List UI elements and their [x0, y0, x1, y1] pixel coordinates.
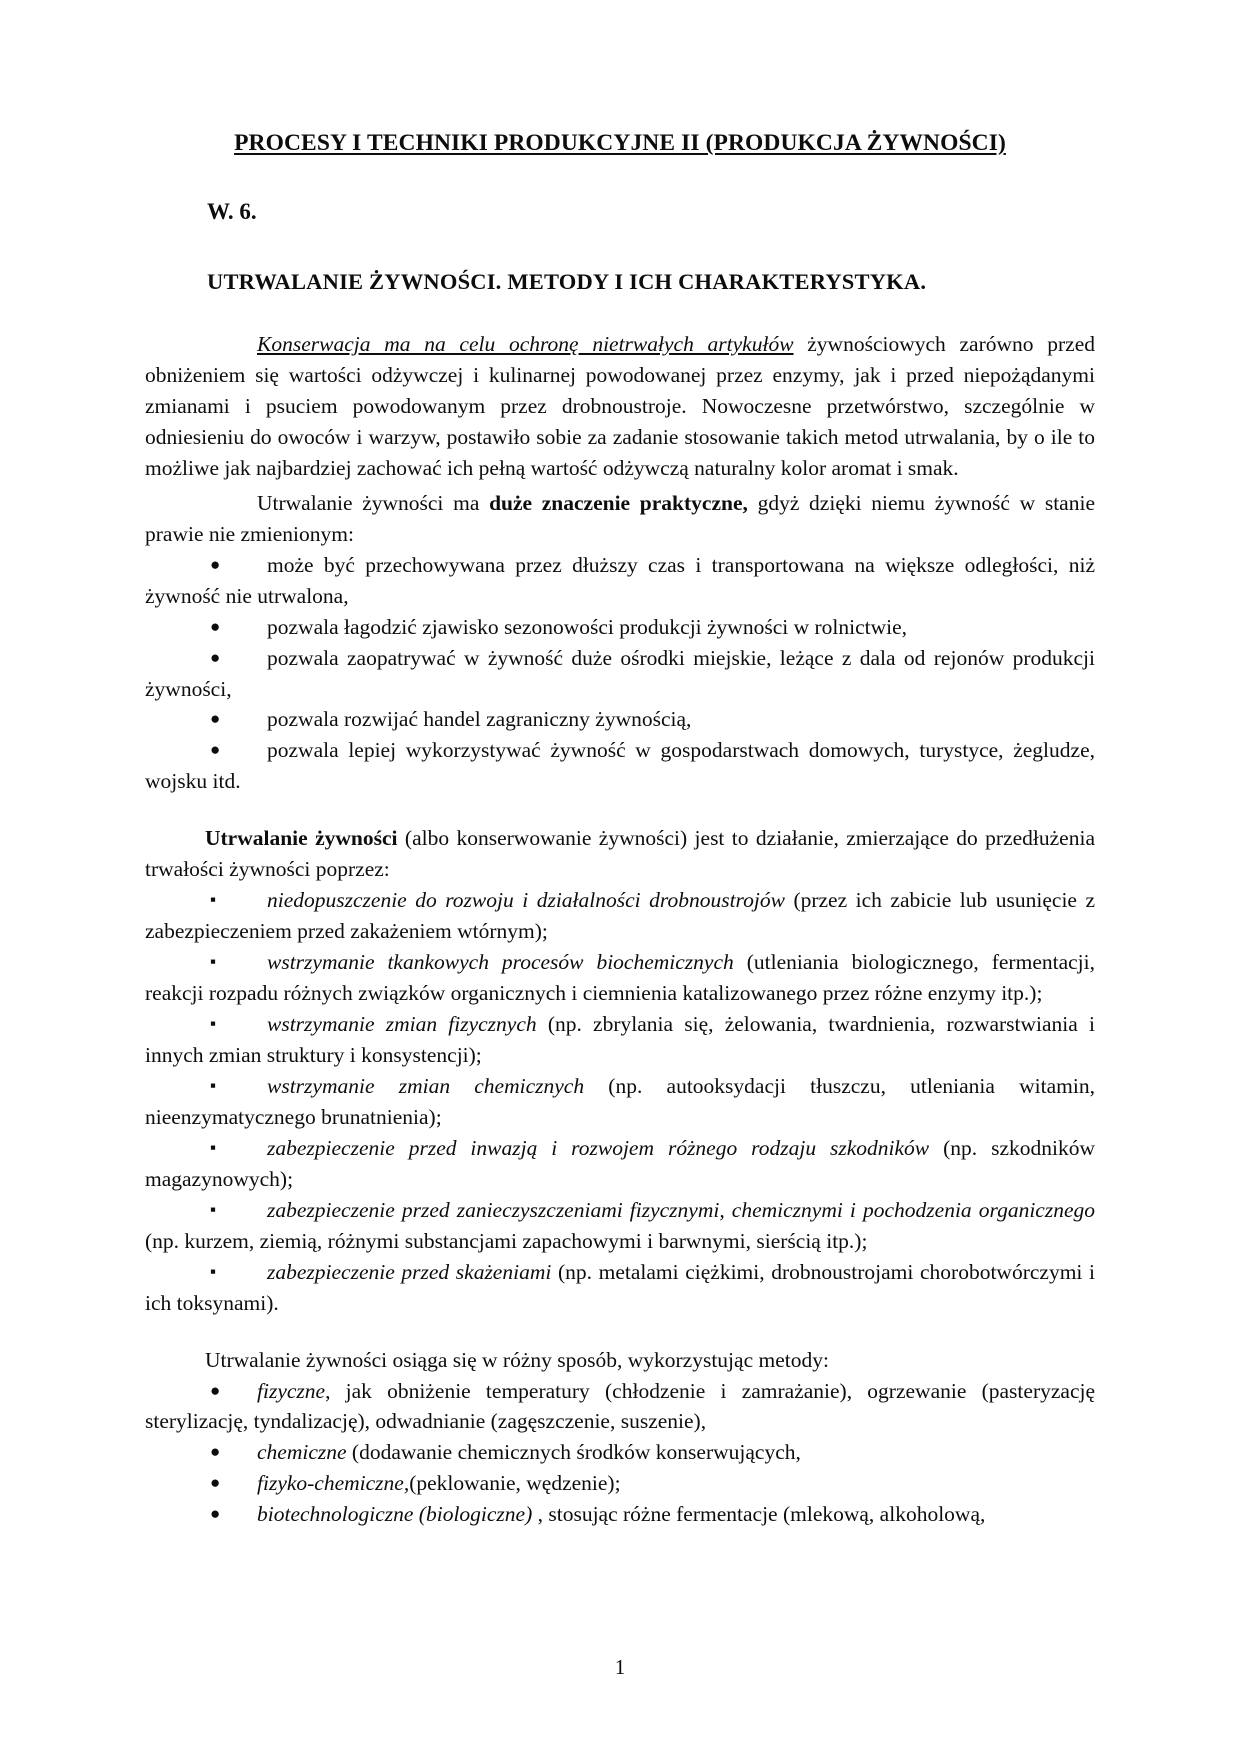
lecture-number: W. 6.: [207, 199, 257, 225]
list-item: [145, 1376, 1095, 1438]
intro-body-text: żywnościowych zarówno przed obniżeniem się wartości odżywczej i kulinarnej powodowanej przez enzymy, jak i przed niepożądanymi zmianami i psuciem powodowanym przez drobnoustroje. Nowoczesne przetwórstwo, szczególnie w odniesieniu do owoców i warzyw, postawiło sobie za zadanie stosowanie takich metod utrwalania, by o ile to możliwe jak najbardziej zachować ich pełną wartość odżywczą naturalny kolor aromat i smak.: [145, 332, 1095, 480]
bullet-dot-icon: ●: [210, 709, 221, 729]
list-item-emphasis: wstrzymanie zmian chemicznych: [267, 1073, 585, 1098]
list-item-text: (np. autooksydacji tłuszczu, utleniania witamin, nieenzymatycznego brunatnienia);: [145, 1073, 1095, 1129]
bullet-square-icon: ▪: [210, 890, 217, 910]
list-item-emphasis: fizyczne: [257, 1378, 326, 1403]
list-item: [145, 550, 1095, 612]
section-title: UTRWALANIE ŻYWNOŚCI. METODY I ICH CHARAKTERYSTYKA.: [207, 269, 927, 295]
bullet-dot-icon: ●: [210, 1504, 221, 1524]
bullet-dot-icon: ●: [210, 616, 221, 636]
list-item-emphasis: fizyko-chemiczne,: [257, 1471, 410, 1496]
list-item-text: , stosując różne fermentacje (mlekową, alkoholową,: [532, 1502, 986, 1527]
list-item-text: (np. kurzem, ziemią, różnymi substancjami zapachowymi i barwnymi, sierścią itp.);: [145, 1228, 868, 1253]
list-item-emphasis: zabezpieczenie przed skażeniami: [267, 1259, 552, 1284]
definition-bold-term: Utrwalanie żywności: [205, 826, 398, 851]
list-item: [145, 1009, 1095, 1071]
page-number: 1: [614, 1655, 626, 1679]
bullet-square-icon: ▪: [210, 1261, 217, 1281]
list-item: [145, 643, 1095, 705]
list-item-text: (dodawanie chemicznych środków konserwujących,: [346, 1440, 801, 1465]
list-item-text: pozwala lepiej wykorzystywać żywność w gospodarstwach domowych, turystyce, żegludze, wojsku itd.: [145, 738, 1095, 794]
practical-intro-paragraph: [145, 488, 1095, 550]
bullet-square-icon: ▪: [210, 1199, 217, 1219]
list-item-emphasis: biotechnologiczne (biologiczne): [257, 1502, 533, 1527]
list-item-text: pozwala zaopatrywać w żywność duże ośrodki miejskie, leżące z dala od rejonów produkcji żywności,: [145, 645, 1095, 701]
bullet-dot-icon: ●: [210, 1442, 221, 1462]
definition-paragraph: [145, 823, 1095, 885]
practical-bold-phrase: duże znaczenie praktyczne,: [489, 490, 748, 515]
document-title: PROCESY I TECHNIKI PRODUKCYJNE II (PRODUKCJA ŻYWNOŚCI): [234, 130, 1006, 156]
bullet-dot-icon: ●: [210, 740, 221, 760]
list-item: [145, 1468, 1095, 1499]
list-item: [145, 1195, 1095, 1257]
list-item-emphasis: niedopuszczenie do rozwoju i działalności drobnoustrojów: [267, 888, 785, 913]
bullet-dot-icon: ●: [210, 1380, 221, 1400]
list-item-text: (np. metalami ciężkimi, drobnoustrojami chorobotwórczymi i ich toksynami).: [145, 1259, 1095, 1315]
intro-paragraph: [145, 329, 1095, 484]
bullet-square-icon: ▪: [210, 952, 217, 972]
list-item-text: (np. zbrylania się, żelowania, twardnienia, rozwarstwiania i innych zmian struktury i konsystencji);: [145, 1012, 1095, 1067]
list-item-text: pozwala łagodzić zjawisko sezonowości produkcji żywności w rolnictwie,: [267, 614, 908, 639]
practical-before-bold: Utrwalanie żywności ma: [257, 490, 490, 515]
bullet-dot-icon: ●: [210, 647, 221, 667]
bullet-square-icon: ▪: [210, 1137, 217, 1157]
definition-body-text: (albo konserwowanie żywności) jest to działanie, zmierzające do przedłużenia trwałości żywności poprzez:: [145, 826, 1095, 882]
methods-intro-paragraph: Utrwalanie żywności osiąga się w różny sposób, wykorzystując metody:: [205, 1347, 829, 1372]
list-item: [145, 735, 1095, 797]
list-item: [145, 1133, 1095, 1195]
bullet-dot-icon: ●: [210, 554, 221, 574]
list-item-emphasis: wstrzymanie zmian fizycznych: [267, 1012, 537, 1037]
list-item: [145, 704, 1095, 735]
list-item: [145, 1499, 1095, 1530]
intro-lead-phrase: Konserwacja ma na celu ochronę nietrwałych artykułów: [257, 332, 794, 357]
list-item-text: , jak obniżenie temperatury (chłodzenie i zamrażanie), ogrzewanie (pasteryzację sterylizację, tyndalizację), odwadnianie (zagęszczenie, suszenie),: [145, 1378, 1095, 1434]
list-item: [145, 1257, 1095, 1319]
list-item: [145, 1071, 1095, 1133]
list-item-text: (peklowanie, wędzenie);: [409, 1471, 621, 1496]
list-item-emphasis: chemiczne: [257, 1440, 347, 1465]
list-item-emphasis: zabezpieczenie przed zanieczyszczeniami fizycznymi, chemicznymi i pochodzenia organicznego: [267, 1197, 1095, 1222]
practical-after-bold: gdyż dzięki niemu żywność w stanie prawie nie zmienionym:: [145, 490, 1095, 546]
bullet-dot-icon: ●: [210, 1473, 221, 1493]
list-item-emphasis: wstrzymanie tkankowych procesów biochemicznych: [267, 950, 734, 975]
list-item-text: (np. szkodników magazynowych);: [145, 1135, 1095, 1191]
list-item-text: (przez ich zabicie lub usunięcie z zabezpieczeniem przed zakażeniem wtórnym);: [145, 888, 1096, 944]
list-item: [145, 1437, 1095, 1468]
list-item-text: pozwala rozwijać handel zagraniczny żywnością,: [267, 707, 692, 732]
list-item-text: może być przechowywana przez dłuższy czas i transportowana na większe odległości, niż żywność nie utrwalona,: [145, 552, 1095, 608]
bullet-square-icon: ▪: [210, 1075, 217, 1095]
list-item-text: (utleniania biologicznego, fermentacji, reakcji rozpadu różnych związków organicznych i ciemnienia katalizowanego przez różne enzymy itp.);: [145, 950, 1095, 1006]
bullet-square-icon: ▪: [210, 1014, 217, 1034]
list-item-emphasis: zabezpieczenie przed inwazją i rozwojem różnego rodzaju szkodników: [267, 1135, 930, 1160]
list-item: [145, 612, 1095, 643]
list-item: [145, 947, 1095, 1009]
list-item: [145, 885, 1095, 947]
